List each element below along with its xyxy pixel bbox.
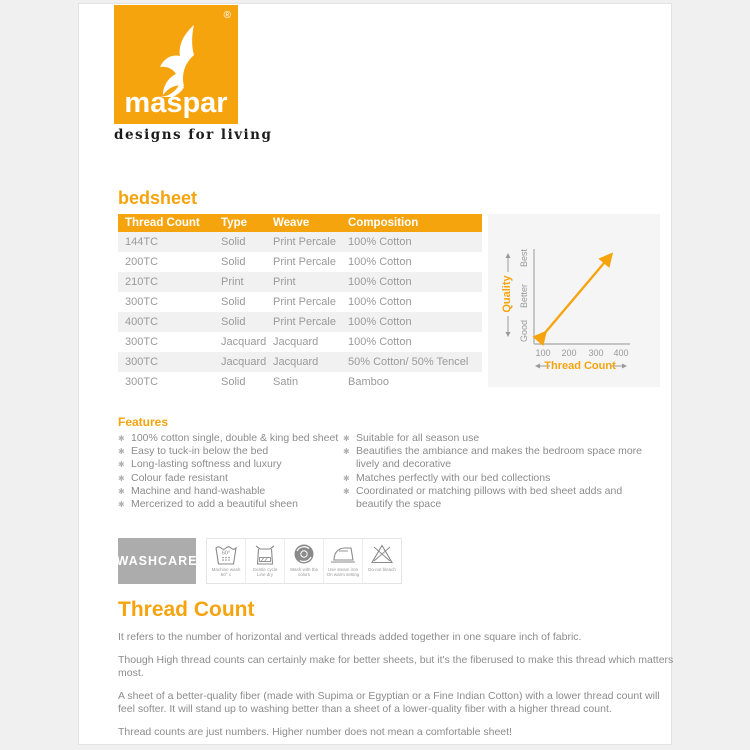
feature-item xyxy=(343,445,645,471)
cell: Print Percale xyxy=(266,232,341,252)
cell: 300TC xyxy=(118,352,214,372)
cell: 100% Cotton xyxy=(341,252,482,272)
bullet-icon: ✱ xyxy=(118,486,125,496)
table-row xyxy=(118,352,482,372)
svg-text:60°: 60° xyxy=(221,550,231,557)
cell: Solid xyxy=(214,292,266,312)
features-section-title: Features xyxy=(118,415,169,429)
feature-text: Matches perfectly with our bed collections xyxy=(356,471,551,484)
feature-item xyxy=(343,472,645,485)
feature-text: Long-lasting softness and luxury xyxy=(131,458,282,471)
feature-item xyxy=(118,432,348,445)
bedsheet-section-title: bedsheet xyxy=(118,188,198,208)
table-row xyxy=(118,272,482,292)
bullet-icon: ✱ xyxy=(118,460,125,470)
trend-arrow xyxy=(544,256,610,334)
care-caption: Machine wash 60° c xyxy=(211,567,241,577)
y-tick-good: Good xyxy=(519,319,529,343)
paragraph: It refers to the number of horizontal and vertical threads added together in one square inch of fabric. xyxy=(118,631,582,643)
cell: 300TC xyxy=(118,332,214,352)
bullet-icon: ✱ xyxy=(118,473,125,483)
cell: Bamboo xyxy=(341,372,482,392)
paragraph: Thread counts are just numbers. Higher number does not mean a comfortable sheet! xyxy=(118,725,512,738)
brand-name: maspar xyxy=(124,87,228,119)
thread-count-section-title: Thread Count xyxy=(118,598,255,621)
x-axis-title: Thread Count xyxy=(544,360,616,372)
cell: Jacquard xyxy=(266,332,341,352)
feature-text: Colour fade resistant xyxy=(131,471,228,484)
features-right-column xyxy=(343,432,645,511)
feature-text: Easy to tuck-in below the bed xyxy=(131,445,269,458)
cell: Print Percale xyxy=(266,292,341,312)
table-row xyxy=(118,312,482,332)
cell: Solid xyxy=(214,232,266,252)
feature-item xyxy=(343,432,645,445)
table-header-row xyxy=(118,214,482,232)
care-caption: Gentle cycle Line dry xyxy=(252,567,278,577)
feature-text: Coordinated or matching pillows with bed sheet adds and beautify the space xyxy=(356,484,623,511)
feature-text: Machine and hand-washable xyxy=(131,484,266,497)
paragraph: Though High thread counts can certainly make for better sheets, but it's the fiberused to make this thread which matters most. xyxy=(118,653,674,679)
feature-item xyxy=(118,445,348,458)
col-header-composition: Composition xyxy=(341,214,482,232)
y-tick-better: Better xyxy=(519,283,529,309)
x-tick-300: 300 xyxy=(588,348,604,358)
care-item xyxy=(324,539,363,583)
bedsheet-spec-table xyxy=(118,214,482,392)
bullet-icon: ✱ xyxy=(343,447,350,457)
quality-thread-count-chart xyxy=(488,214,660,387)
care-item xyxy=(246,539,285,583)
y-tick-best: Best xyxy=(519,248,529,268)
cell: 400TC xyxy=(118,312,214,332)
cell: Jacquard xyxy=(214,352,266,372)
cell: Print xyxy=(266,272,341,292)
paragraph: A sheet of a better-quality fiber (made with Supima or Egyptian or a Fine Indian Cotton) with a lower thread count will feel softer. It will stand up to washing better than a sheet of a lower-quality fiber with a higher thread count. xyxy=(118,689,660,715)
bullet-icon: ✱ xyxy=(118,447,125,457)
wash-like-colors-icon xyxy=(292,543,316,565)
cell: Solid xyxy=(214,252,266,272)
cell: Jacquard xyxy=(214,332,266,352)
col-header-type: Type xyxy=(214,214,266,232)
washcare-label-box xyxy=(118,538,196,584)
table-row xyxy=(118,372,482,392)
feature-text: Beautifies the ambiance and makes the bedroom space more lively and decorative xyxy=(356,445,642,471)
bullet-icon: ✱ xyxy=(343,486,350,496)
feature-item xyxy=(343,485,645,511)
cell: 100% Cotton xyxy=(341,232,482,252)
table-row xyxy=(118,332,482,352)
col-header-weave: Weave xyxy=(266,214,341,232)
cell: Print xyxy=(214,272,266,292)
cell: 50% Cotton/ 50% Tencel xyxy=(341,352,482,372)
care-caption: Use steam iron On warm setting xyxy=(326,567,360,577)
machine-wash-icon xyxy=(214,543,238,565)
cell: 100% Cotton xyxy=(341,312,482,332)
bullet-icon: ✱ xyxy=(118,500,125,510)
cell: 300TC xyxy=(118,372,214,392)
feature-text: 100% cotton single, double & king bed sheet xyxy=(131,432,339,444)
cell: 300TC xyxy=(118,292,214,312)
cell: Print Percale xyxy=(266,252,341,272)
product-info-page xyxy=(78,3,672,745)
x-tick-100: 100 xyxy=(535,348,551,358)
cell: Satin xyxy=(266,372,341,392)
x-tick-200: 200 xyxy=(561,348,577,358)
do-not-bleach-icon xyxy=(370,543,394,565)
feature-text: Mercerized to add a beautiful sheen xyxy=(131,498,298,511)
thread-count-description xyxy=(118,631,674,748)
cell: 100% Cotton xyxy=(341,332,482,352)
gentle-cycle-icon xyxy=(253,543,277,565)
cell: 100% Cotton xyxy=(341,272,482,292)
x-tick-400: 400 xyxy=(613,348,629,358)
brand-tagline: designs for living xyxy=(114,127,273,143)
cell: 100% Cotton xyxy=(341,292,482,312)
care-symbols-panel xyxy=(206,538,402,584)
table-row xyxy=(118,292,482,312)
feature-text: Suitable for all season use xyxy=(356,432,480,444)
care-caption: Wash with the colors xyxy=(289,567,319,577)
care-item xyxy=(363,539,401,583)
bullet-icon: ✱ xyxy=(118,434,125,443)
maspar-logo xyxy=(114,5,238,124)
bullet-icon: ✱ xyxy=(343,434,350,443)
col-header-thread-count: Thread Count xyxy=(118,214,214,232)
cell: Solid xyxy=(214,372,266,392)
registered-trademark: ® xyxy=(223,10,231,21)
cell: Solid xyxy=(214,312,266,332)
cell: 210TC xyxy=(118,272,214,292)
bullet-icon: ✱ xyxy=(343,473,350,483)
steam-iron-icon xyxy=(330,543,356,565)
cell: Print Percale xyxy=(266,312,341,332)
bird-leaf-icon xyxy=(150,23,206,97)
care-item xyxy=(285,539,324,583)
feature-item xyxy=(118,472,348,485)
feature-item xyxy=(118,458,348,471)
features-left-column xyxy=(118,432,348,511)
care-item xyxy=(207,539,246,583)
cell: Jacquard xyxy=(266,352,341,372)
table-row xyxy=(118,232,482,252)
care-caption: Do not bleach xyxy=(368,567,396,572)
feature-item xyxy=(118,498,348,511)
washcare-label: WASHCARE xyxy=(116,554,198,568)
cell: 144TC xyxy=(118,232,214,252)
cell: 200TC xyxy=(118,252,214,272)
feature-item xyxy=(118,485,348,498)
table-row xyxy=(118,252,482,272)
y-axis-title: Quality xyxy=(501,275,513,313)
